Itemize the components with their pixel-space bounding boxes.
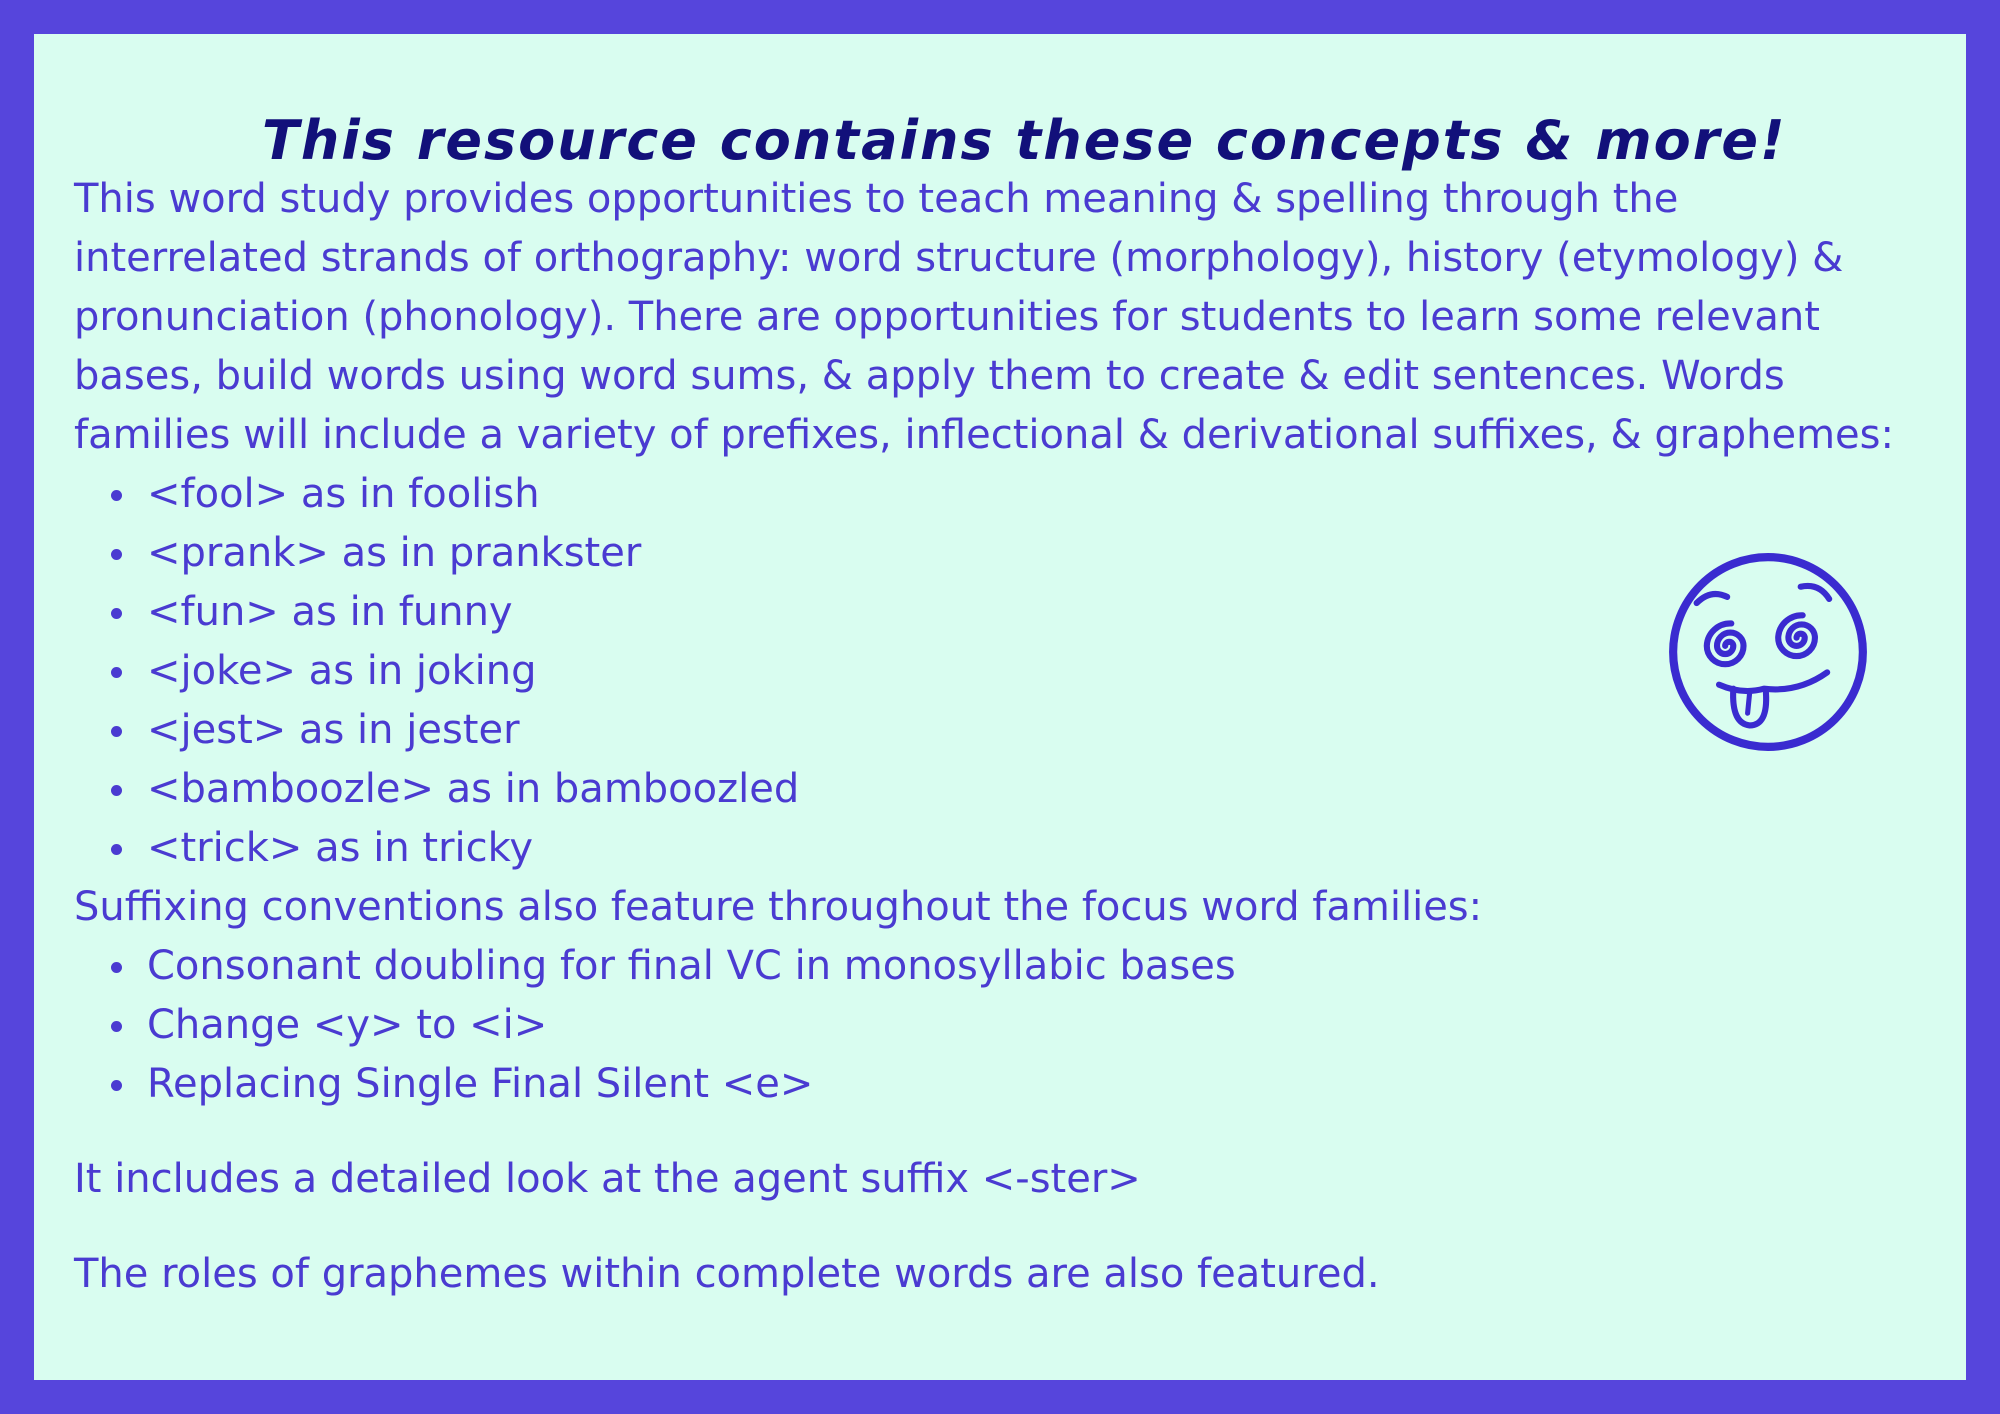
suffixing-list bbox=[74, 937, 1954, 1114]
list-item: <bamboozle> as in bamboozled bbox=[74, 760, 1954, 819]
list-item: <jest> as in jester bbox=[74, 701, 1954, 760]
list-item: <prank> as in prankster bbox=[74, 524, 1954, 583]
list-item: Consonant doubling for final VC in monosyllabic bases bbox=[74, 937, 1954, 996]
intro-paragraph bbox=[74, 170, 1954, 465]
zany-face-icon bbox=[1666, 550, 1870, 754]
list-item: <fun> as in funny bbox=[74, 583, 1954, 642]
list-item: <joke> as in joking bbox=[74, 642, 1954, 701]
list-item: <fool> as in foolish bbox=[74, 465, 1954, 524]
suffixing-intro: Suffixing conventions also feature throughout the focus word families: bbox=[74, 884, 1483, 930]
intro-line: bases, build words using word sums, & apply them to create & edit sentences. Words bbox=[74, 353, 1785, 399]
list-item: <trick> as in tricky bbox=[74, 819, 1954, 878]
page-title: This resource contains these concepts & more! bbox=[262, 109, 1787, 172]
intro-line: pronunciation (phonology). There are opportunities for students to learn some relevant bbox=[74, 294, 1820, 340]
intro-line: This word study provides opportunities to teach meaning & spelling through the bbox=[74, 176, 1679, 222]
list-item: Change <y> to <i> bbox=[74, 996, 1954, 1055]
list-item: Replacing Single Final Silent <e> bbox=[74, 1055, 1954, 1114]
intro-line: families will include a variety of prefixes, inflectional & derivational suffixes, & graphemes: bbox=[74, 412, 1894, 458]
agent-suffix-text: It includes a detailed look at the agent suffix <-ster> bbox=[74, 1156, 1141, 1202]
intro-line: interrelated strands of orthography: word structure (morphology), history (etymology) & bbox=[74, 235, 1844, 281]
content-panel bbox=[34, 34, 1966, 1380]
graphemes-text: The roles of graphemes within complete words are also featured. bbox=[74, 1251, 1380, 1297]
